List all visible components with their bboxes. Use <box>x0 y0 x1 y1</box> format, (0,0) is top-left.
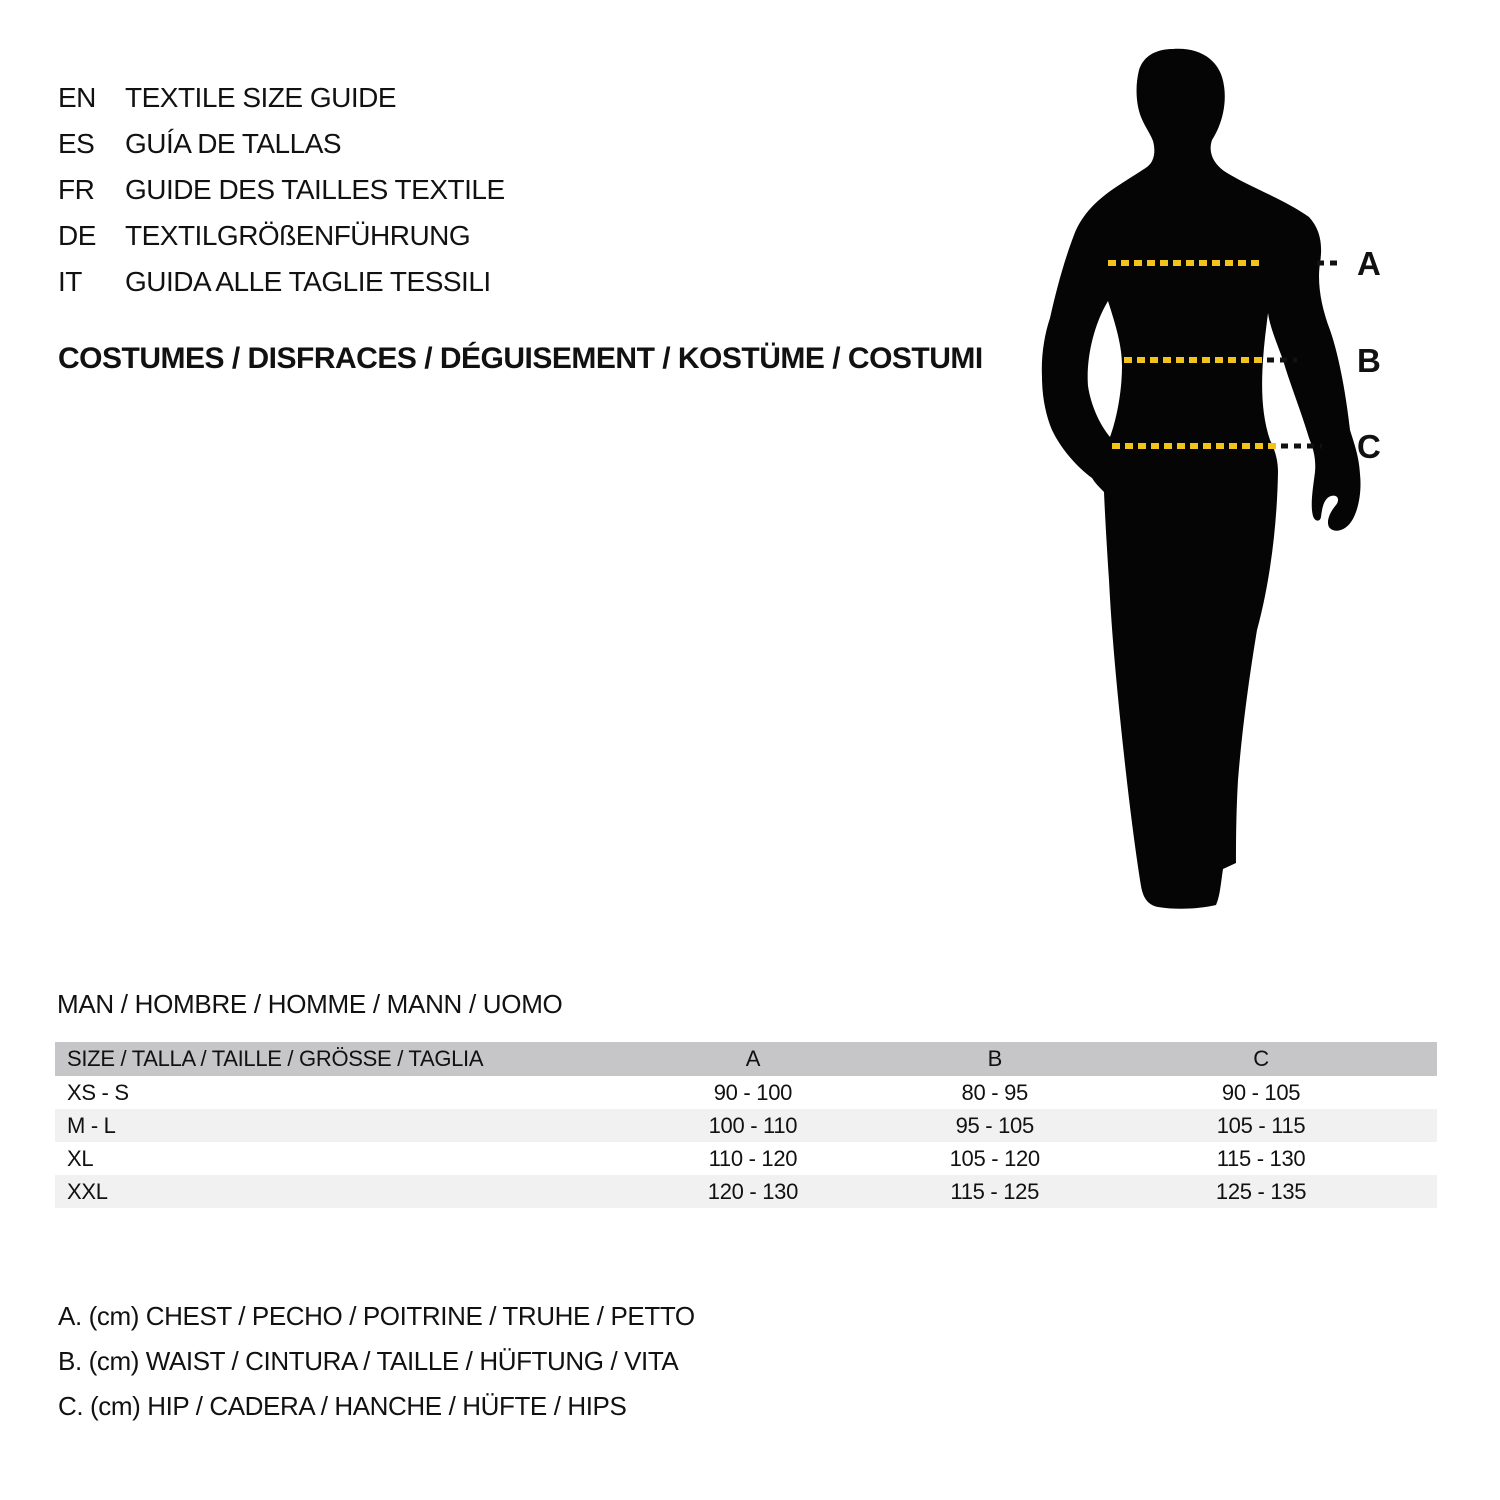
language-list <box>58 75 505 305</box>
size-table-body <box>55 1076 1437 1208</box>
cell-c: 125 - 135 <box>1215 1178 1307 1204</box>
man-silhouette-icon <box>1042 49 1361 909</box>
language-row <box>58 213 505 259</box>
table-row <box>55 1109 1437 1142</box>
marker-label-b: B <box>1357 342 1381 379</box>
cell-b: 80 - 95 <box>961 1079 1028 1105</box>
cell-a: 110 - 120 <box>708 1145 798 1171</box>
language-row <box>58 121 505 167</box>
cell-a: 100 - 110 <box>708 1112 798 1138</box>
language-row <box>58 75 505 121</box>
table-row <box>55 1175 1437 1208</box>
size-table-header <box>55 1042 1437 1076</box>
category-line: COSTUMES / DISFRACES / DÉGUISEMENT / KOSTÜME / COSTUMI <box>58 342 983 375</box>
table-row <box>55 1076 1437 1109</box>
cell-c: 90 - 105 <box>1221 1079 1301 1105</box>
language-title: TEXTILGRÖßENFÜHRUNG <box>125 220 471 251</box>
cell-a: 120 - 130 <box>707 1178 799 1204</box>
cell-a: 90 - 100 <box>713 1079 793 1105</box>
cell-size: XXL <box>67 1178 108 1204</box>
legend-row: B. (cm) WAIST / CINTURA / TAILLE / HÜFTUNG / VITA <box>58 1346 679 1376</box>
cell-b: 105 - 120 <box>949 1145 1040 1171</box>
size-guide-figure <box>1020 40 1440 920</box>
language-title: GUÍA DE TALLAS <box>125 128 342 159</box>
language-row <box>58 259 505 305</box>
language-row <box>58 167 505 213</box>
marker-label-c: C <box>1357 428 1381 465</box>
cell-b: 95 - 105 <box>955 1112 1034 1138</box>
cell-size: M - L <box>67 1112 116 1138</box>
language-title: TEXTILE SIZE GUIDE <box>125 82 397 113</box>
legend-row: C. (cm) HIP / CADERA / HANCHE / HÜFTE / HIPS <box>58 1391 627 1421</box>
language-title: GUIDE DES TAILLES TEXTILE <box>125 174 505 205</box>
language-title: GUIDA ALLE TAGLIE TESSILI <box>125 266 491 297</box>
cell-size: XS - S <box>67 1079 129 1105</box>
table-row <box>55 1142 1437 1175</box>
marker-label-a: A <box>1357 245 1381 282</box>
cell-b: 115 - 125 <box>950 1178 1040 1204</box>
language-code: ES <box>58 128 95 159</box>
cell-c: 115 - 130 <box>1216 1145 1306 1171</box>
measurement-legend <box>58 1302 695 1437</box>
language-code: DE <box>58 220 96 251</box>
cell-size: XL <box>67 1145 94 1171</box>
legend-row: A. (cm) CHEST / PECHO / POITRINE / TRUHE / PETTO <box>58 1301 695 1331</box>
header-size-label: SIZE / TALLA / TAILLE / GRÖSSE / TAGLIA <box>67 1046 484 1071</box>
language-code: IT <box>58 266 82 297</box>
cell-c: 105 - 115 <box>1216 1112 1306 1138</box>
header-col-a: A <box>745 1046 761 1071</box>
language-code: EN <box>58 82 96 113</box>
table-header-row <box>55 1042 1437 1076</box>
language-code: FR <box>58 174 95 205</box>
header-col-b: B <box>987 1046 1002 1071</box>
header-col-c: C <box>1253 1046 1269 1071</box>
section-title: MAN / HOMBRE / HOMME / MANN / UOMO <box>57 989 563 1019</box>
size-table <box>55 1042 1437 1208</box>
